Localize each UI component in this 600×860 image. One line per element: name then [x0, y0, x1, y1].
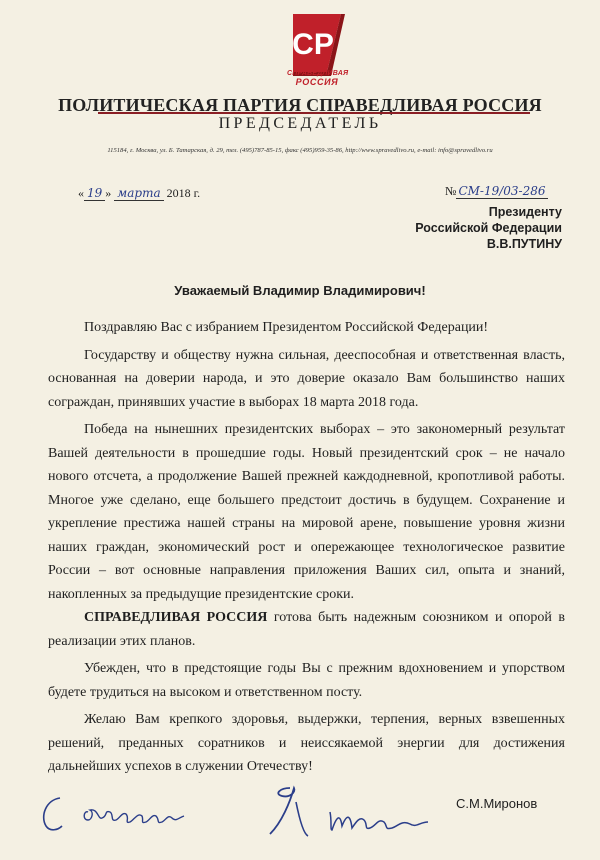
addressee-block [415, 204, 562, 252]
letter-date: « 19 » марта 2018 г. [78, 186, 201, 200]
party-name: ПОЛИТИЧЕСКАЯ ПАРТИЯ СПРАВЕДЛИВАЯ РОССИЯ [58, 95, 542, 115]
logo-caption [287, 70, 347, 86]
letterhead-address: 115184, г. Москва, ул. Б. Татарская, д. 29, тел. (495)787-85-15, факс (495)959-35-86, http://www.spravedlivo.ru, e-mail: info@spravedlivo.ru [107, 147, 493, 154]
logo-letters: СР [292, 28, 334, 61]
date-year: 2018 г. [166, 186, 201, 200]
position-title: ПРЕДСЕДАТЕЛЬ [218, 115, 382, 132]
addressee-line1: Президенту [488, 205, 562, 219]
paragraph-1: Поздравляю Вас с избранием Президентом Российской Федерации! [84, 320, 489, 335]
date-month: марта [114, 186, 163, 201]
letterhead-rule [98, 112, 530, 114]
paragraph-5: Убежден, что в предстоящие годы Вы с прежним вдохновением и упорством будете трудиться на высоком и ответственном посту. [48, 661, 565, 700]
party-name-inline: СПРАВЕДЛИВАЯ РОССИЯ [84, 610, 268, 625]
paragraph-3: Победа на нынешних президентских выборах – это закономерный результат Вашей деятельности в прошедшие годы. Новый президентский срок – не начало нового отсчета, а продолжение Вашей прежней каждодневной, кропотливой работы. Многое уже сделано, еще большего предстоит достичь в будущем. Сохранение и укрепление престижа нашей страны на мировой арене, повышение уровня жизни наших граждан, экономический рост и опережающее технологическое развитие России – вот основные направления приложения Ваших сил, опыта и знаний, накопленных за предыдущие президентские сроки. [48, 422, 565, 602]
paragraph-6: Желаю Вам крепкого здоровья, выдержки, терпения, верных взвешенных решений, преданных соратников и неиссякаемой энергии для достижения дальнейших успехов в служении Отечеству! [48, 712, 565, 774]
number-prefix: № [445, 184, 457, 198]
addressee-line2: Российской Федерации [415, 221, 562, 235]
date-day: 19 [84, 186, 105, 201]
paragraph-4 [48, 606, 565, 653]
signer-name: С.М.Миронов [456, 796, 538, 811]
logo-caption-line2: РОССИЯ [295, 77, 339, 87]
number-value: СМ-19/03-286 [458, 184, 546, 198]
paragraph-2: Государству и обществу нужна сильная, дееспособная и ответственная власть, основанная на доверии народа, и это доверие оказало Вам большинство наших сограждан, принявших участие в выборах 18 марта 2018 года. [48, 347, 565, 410]
addressee-line3: В.В.ПУТИНУ [486, 237, 562, 251]
logo-caption-line1: СПРАВЕДЛИВАЯ [287, 70, 349, 77]
registration-number [445, 184, 548, 199]
paragraph-4-text: готова быть надежным союзником и опорой в реализации этих планов. [48, 610, 565, 649]
handwritten-regards-icon [38, 790, 208, 840]
letter-body [48, 316, 565, 783]
greeting: Уважаемый Владимир Владимирович! [174, 283, 426, 298]
signature-scribble-icon [260, 782, 450, 842]
